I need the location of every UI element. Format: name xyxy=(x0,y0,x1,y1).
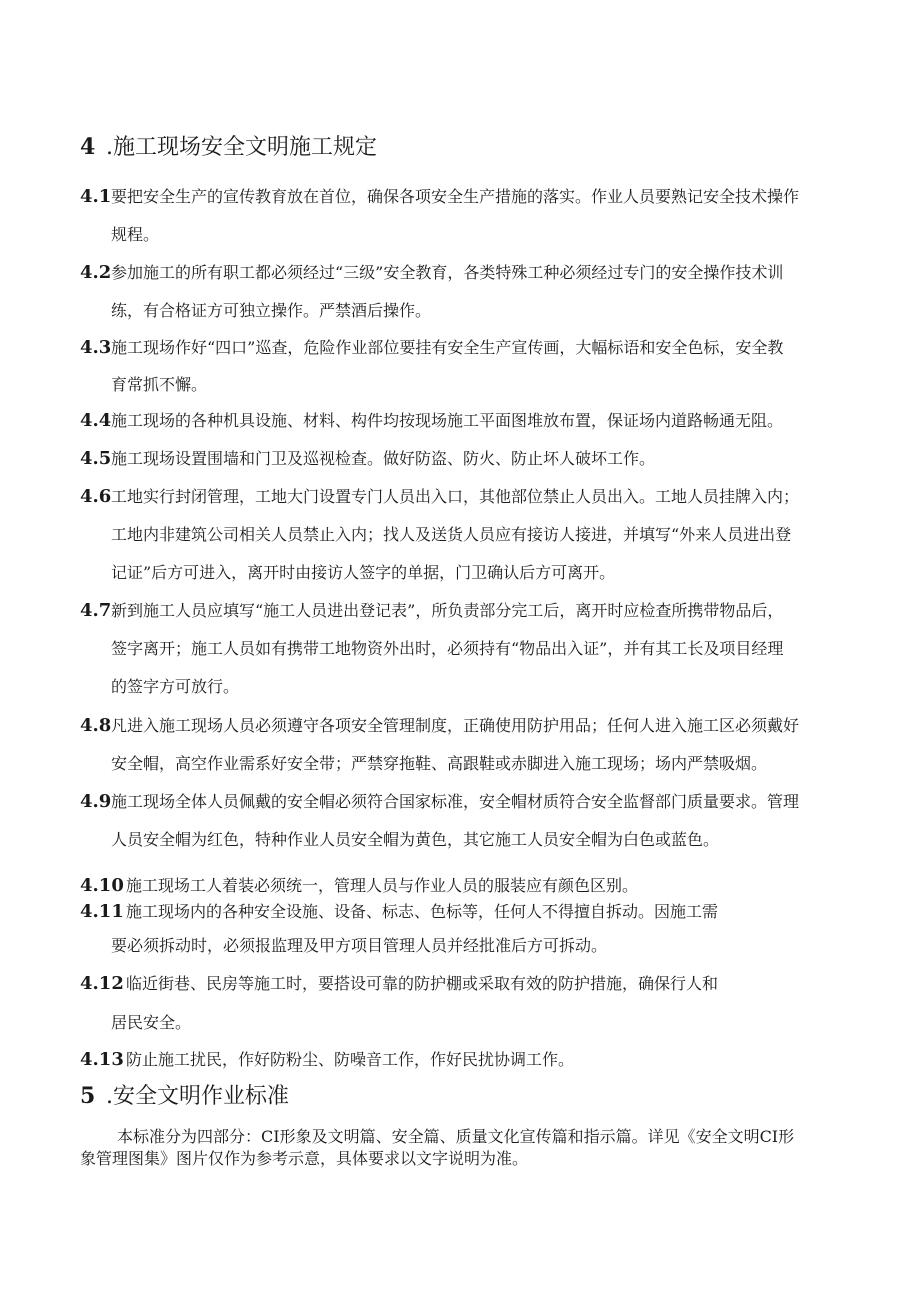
clause-number: 4.7 xyxy=(80,600,112,621)
clause-line: 工地内非建筑公司相关人员禁止入内；找人及送货人员应有接访人接进，并填写“外来人员进出登 xyxy=(111,525,792,544)
clause-line: 临近街巷、民房等施工时，要搭设可靠的防护棚或采取有效的防护措施，确保行人和 xyxy=(126,974,719,993)
clause-4-2 xyxy=(80,262,855,320)
section-4-heading xyxy=(80,132,377,163)
clause-4-9 xyxy=(80,791,855,849)
section-title: .施工现场安全文明施工规定 xyxy=(106,135,377,160)
clause-4-7 xyxy=(80,600,855,696)
clause-number: 4.3 xyxy=(80,337,112,358)
paragraph-line: 象管理图集》图片仅作为参考示意，具体要求以文字说明为准。 xyxy=(80,1149,529,1168)
clause-number: 4.2 xyxy=(80,262,112,283)
clause-number: 4.13 xyxy=(80,1049,124,1070)
clause-number: 4.11 xyxy=(80,901,124,922)
clause-4-4 xyxy=(80,411,855,431)
clause-number: 4.4 xyxy=(80,410,112,431)
clause-line: 施工现场内的各种安全设施、设备、标志、色标等，任何人不得擅自拆动。因施工需 xyxy=(126,902,719,921)
clause-number: 4.8 xyxy=(80,715,112,736)
clause-4-5 xyxy=(80,449,855,469)
clause-4-3 xyxy=(80,337,855,394)
clause-line: 凡进入施工现场人员必须遵守各项安全管理制度，正确使用防护用品；任何人进入施工区必须戴好 xyxy=(111,716,800,735)
clause-line: 要必须拆动时，必须报监理及甲方项目管理人员并经批准后方可拆动。 xyxy=(111,936,608,955)
clause-number: 4.6 xyxy=(80,486,112,507)
clause-line: 规程。 xyxy=(111,225,160,244)
clause-line: 居民安全。 xyxy=(111,1013,192,1032)
section-number: 4 xyxy=(80,134,96,160)
section-title: .安全文明作业标准 xyxy=(106,1084,289,1109)
clause-4-1 xyxy=(80,186,855,244)
clause-line: 记证”后方可进入，离开时由接访人签字的单据，门卫确认后方可离开。 xyxy=(111,563,616,582)
clause-line: 防止施工扰民，作好防粉尘、防噪音工作，作好民扰协调工作。 xyxy=(126,1050,575,1069)
section-5-heading xyxy=(80,1081,289,1112)
clause-line: 参加施工的所有职工都必须经过“三级”安全教育，各类特殊工种必须经过专门的安全操作技术训 xyxy=(111,263,784,282)
clause-number: 4.1 xyxy=(80,186,112,207)
clause-line: 施工现场设置围墙和门卫及巡视检查。做好防盗、防火、防止坏人破坏工作。 xyxy=(111,449,656,468)
clause-number: 4.5 xyxy=(80,448,112,469)
clause-line: 练，有合格证方可独立操作。严禁酒后操作。 xyxy=(111,301,432,320)
clause-4-12 xyxy=(80,973,855,1032)
paragraph-line: 本标准分为四部分：CI形象及文明篇、安全篇、质量文化宣传篇和指示篇。详见《安全文明CI形 xyxy=(117,1127,795,1146)
clause-line: 的签字方可放行。 xyxy=(111,677,240,696)
clause-line: 施工现场工人着装必须统一，管理人员与作业人员的服装应有颜色区别。 xyxy=(126,876,639,895)
clause-line: 育常抓不懈。 xyxy=(111,375,208,394)
clause-4-8 xyxy=(80,715,855,773)
clause-4-6 xyxy=(80,486,855,582)
clause-line: 人员安全帽为红色，特种作业人员安全帽为黄色，其它施工人员安全帽为白色或蓝色。 xyxy=(111,830,720,849)
clause-4-11 xyxy=(80,901,855,955)
clause-4-10 xyxy=(80,876,855,896)
clause-line: 施工现场全体人员佩戴的安全帽必须符合国家标准，安全帽材质符合安全监督部门质量要求。管理 xyxy=(111,792,800,811)
section-number: 5 xyxy=(80,1083,96,1109)
clause-line: 施工现场的各种机具设施、材料、构件均按现场施工平面图堆放布置，保证场内道路畅通无阻。 xyxy=(111,411,784,430)
clause-number: 4.12 xyxy=(80,973,124,994)
clause-line: 安全帽，高空作业需系好安全带；严禁穿拖鞋、高跟鞋或赤脚进入施工现场；场内严禁吸烟。 xyxy=(111,754,768,773)
clause-number: 4.9 xyxy=(80,791,112,812)
clause-line: 签字离开；施工人员如有携带工地物资外出时，必须持有“物品出入证”，并有其工长及项目经理 xyxy=(111,639,784,658)
clause-line: 工地实行封闭管理，工地大门设置专门人员出入口，其他部位禁止人员出入。工地人员挂牌入内； xyxy=(111,487,800,506)
clause-4-13 xyxy=(80,1050,855,1070)
section-5-paragraph xyxy=(80,1126,860,1170)
clause-line: 新到施工人员应填写“施工人员进出登记表”，所负责部分完工后，离开时应检查所携带物品后， xyxy=(111,601,784,620)
clause-number: 4.10 xyxy=(80,875,124,896)
clause-line: 施工现场作好“四口”巡查，危险作业部位要挂有安全生产宣传画，大幅标语和安全色标，安全教 xyxy=(111,338,784,357)
clause-line: 要把安全生产的宣传教育放在首位，确保各项安全生产措施的落实。作业人员要熟记安全技术操作 xyxy=(111,187,800,206)
